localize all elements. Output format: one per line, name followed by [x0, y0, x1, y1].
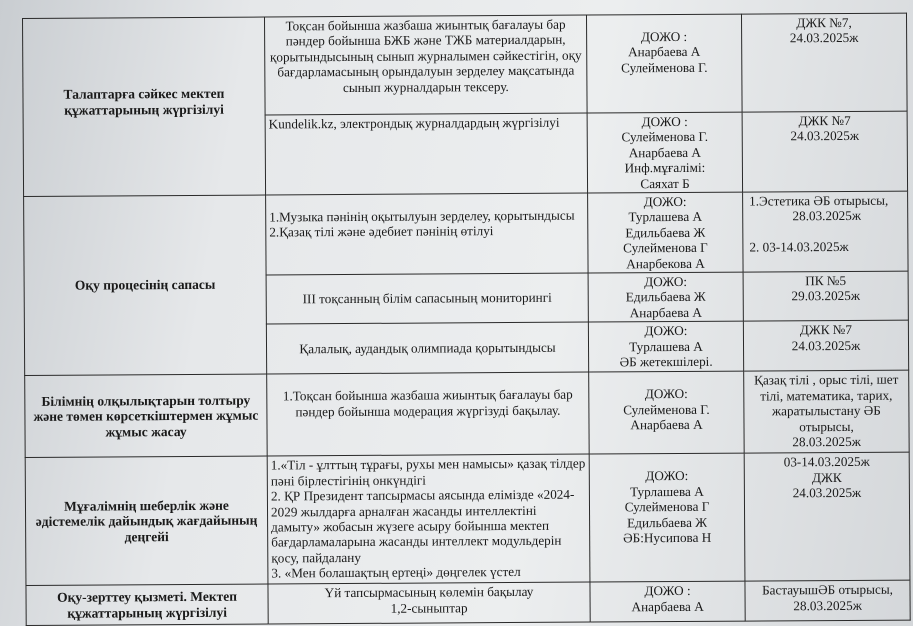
section-title: Білімнің олқылықтарын толтыру және төмен көрсеткіштермен жұмыс жұмыс жасау	[25, 374, 267, 457]
table-row	[24, 191, 908, 276]
task-cell: ІІІ тоқсанның білім сапасының мониторингі	[266, 273, 588, 324]
responsible-cell: ДОЖО: Турлашева А ӘБ жетекшілері.	[588, 321, 743, 372]
responsible-cell: ДОЖО : Анарбаева А	[590, 581, 745, 622]
table-row	[23, 13, 908, 116]
task-cell: 1.Музыка пәнінің оқытылуын зерделеу, қорытындысы 2.Қазақ тілі және әдебиет пәнінің өтілуі	[266, 193, 588, 275]
date-cell: БастауышӘБ отырысы, 28.03.2025ж	[745, 580, 910, 621]
table-row	[25, 370, 909, 457]
table-row	[25, 452, 910, 585]
responsible-cell: ДОЖО : Анарбаева А Сулейменова Г.	[586, 14, 742, 113]
responsible-cell: ДОЖО: Сулейменова Г. Анарбаева А	[589, 371, 744, 454]
date-cell: ПК №5 29.03.2025ж	[743, 271, 908, 321]
task-cell: Kundelik.kz, электрондық журналдардың жүргізілуі	[265, 113, 587, 195]
responsible-cell: ДОЖО: Турлашева А Едильбаева Ж Сулейменова Г Анарбекова А	[588, 192, 743, 273]
section-title: Талаптарға сәйкес мектеп құжаттарының жүргізілуі	[23, 17, 266, 197]
task-cell: Тоқсан бойынша жазбаша жиынтық бағалауы бар пәндер бойынша БЖБ және ТЖБ материалдарын, қорытындысының сынып журналымен сәйкестігін, оқу бағдарламасының орындалуын зерделеу мақсатында сынып журналдарын тексеру.	[264, 15, 587, 115]
table-row	[26, 580, 910, 625]
date-cell: ДЖК №7, 24.03.2025ж	[741, 13, 907, 112]
responsible-cell: ДОЖО: Едильбаева Ж Анарбаева А	[588, 272, 743, 322]
date-cell: ДЖК №7 24.03.2025ж	[742, 111, 907, 192]
task-cell: 1.Тоқсан бойынша жазбаша жиынтық бағалауы бар пәндер бойынша модерация жүргізуді бақылау.	[267, 372, 589, 456]
plan-table	[22, 13, 911, 626]
section-title: Мұғалімнің шеберлік және әдістемелік дайындық жағдайының деңгейі	[25, 456, 268, 585]
responsible-cell: ДОЖО: Турлашева А Сулейменова Г Едильбаева Ж ӘБ:Нусипова Н	[589, 453, 745, 582]
date-cell: 1.Эстетика ӘБ отырысы, 28.03.2025ж 2. 03-14.03.2025ж	[743, 191, 908, 272]
section-title: Оқу процесінің сапасы	[24, 195, 267, 376]
task-cell: 1.«Тіл - ұлттың тұрағы, рухы мен намысы» қазақ тілдер пәні бірлестігінің онкүндігі 2. ҚР Президент тапсырмасы аясында елімізде «2024-2029 жылдарға арналған жасанды интеллектіні дамыту» жобасын жүзеге асыру бойынша мектеп бағдарламаларына жасанды интеллект модульдерін қосу, пайдалану 3. «Мен болашақтың ертеңі» дөңгелек үстел	[267, 454, 590, 584]
date-cell: 03-14.03.2025ж ДЖК 24.03.2025ж	[744, 452, 910, 581]
responsible-cell: ДОЖО : Сулейменова Г. Анарбаева А Инф.мұғалімі: Саяхат Б	[587, 112, 742, 193]
task-cell: Үй тапсырмасының көлемін бақылау 1,2-сыныптар	[268, 582, 590, 624]
section-title: Оқу-зерттеу қызметі. Мектеп құжаттарының жүргізілуі	[26, 584, 268, 625]
task-cell: Қалалық, аудандық олимпиада қорытындысы	[266, 322, 588, 374]
date-cell: Қазақ тілі , орыс тілі, шет тілі, математика, тарих, жаратылыстану ӘБ отырысы, 28.03.2025ж	[744, 370, 909, 453]
date-cell: ДЖК №7 24.03.2025ж	[743, 320, 908, 371]
